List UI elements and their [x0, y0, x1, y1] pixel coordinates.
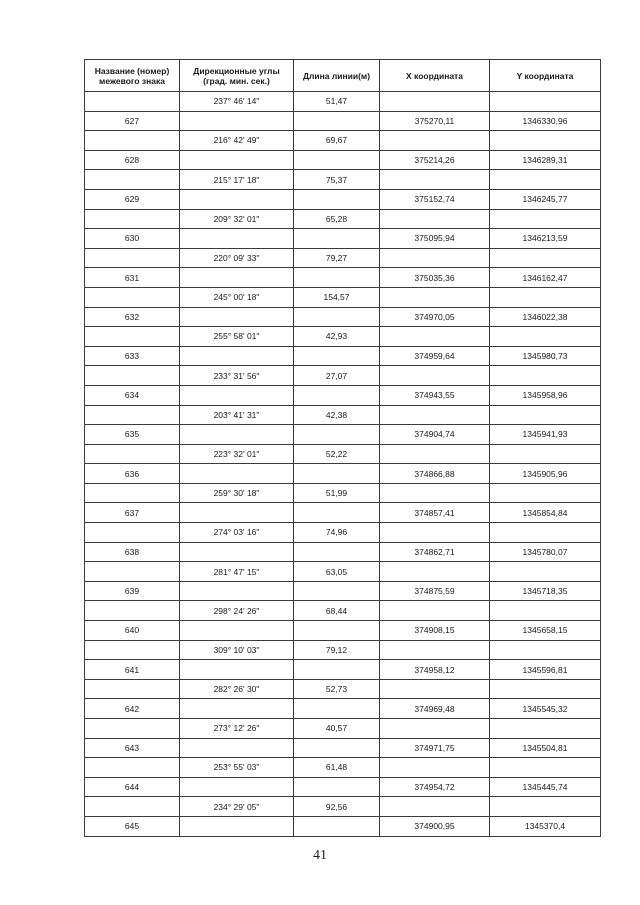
cell-y-coordinate: 1346330,96	[490, 111, 601, 131]
cell-marker-name: 636	[85, 464, 180, 484]
cell-x-coordinate: 374959,64	[380, 346, 490, 366]
cell-line-length	[294, 111, 380, 131]
header-direction-angle: Дирекционные углы (град. мин. сек.)	[180, 60, 294, 92]
cell-y-coordinate	[490, 523, 601, 543]
cell-y-coordinate: 1345854,84	[490, 503, 601, 523]
cell-direction-angle	[180, 150, 294, 170]
table-header-row	[85, 60, 601, 92]
cell-x-coordinate	[380, 209, 490, 229]
table-row	[85, 542, 601, 562]
cell-direction-angle	[180, 542, 294, 562]
cell-marker-name	[85, 601, 180, 621]
cell-x-coordinate: 374900,95	[380, 816, 490, 836]
table-row	[85, 150, 601, 170]
cell-x-coordinate	[380, 797, 490, 817]
cell-y-coordinate: 1346162,47	[490, 268, 601, 288]
cell-y-coordinate: 1345445,74	[490, 777, 601, 797]
cell-direction-angle	[180, 621, 294, 641]
boundary-coordinates-table	[84, 59, 601, 837]
cell-y-coordinate	[490, 366, 601, 386]
table-row	[85, 170, 601, 190]
cell-marker-name: 631	[85, 268, 180, 288]
cell-y-coordinate: 1346213,59	[490, 229, 601, 249]
cell-marker-name	[85, 209, 180, 229]
cell-marker-name	[85, 170, 180, 190]
cell-direction-angle: 259° 30' 18"	[180, 483, 294, 503]
cell-line-length: 154,57	[294, 287, 380, 307]
cell-marker-name: 640	[85, 621, 180, 641]
cell-direction-angle: 282° 26' 30"	[180, 679, 294, 699]
cell-x-coordinate	[380, 170, 490, 190]
table-row	[85, 248, 601, 268]
cell-marker-name: 644	[85, 777, 180, 797]
cell-direction-angle: 253° 55' 03"	[180, 758, 294, 778]
cell-direction-angle: 274° 03' 16"	[180, 523, 294, 543]
cell-x-coordinate	[380, 405, 490, 425]
cell-direction-angle: 309° 10' 03"	[180, 640, 294, 660]
table-row	[85, 346, 601, 366]
table-row	[85, 287, 601, 307]
cell-y-coordinate	[490, 758, 601, 778]
cell-y-coordinate	[490, 209, 601, 229]
cell-direction-angle: 233° 31' 56"	[180, 366, 294, 386]
cell-marker-name	[85, 562, 180, 582]
cell-line-length	[294, 542, 380, 562]
cell-x-coordinate	[380, 562, 490, 582]
table-row	[85, 503, 601, 523]
cell-direction-angle	[180, 464, 294, 484]
cell-y-coordinate	[490, 405, 601, 425]
cell-marker-name: 639	[85, 581, 180, 601]
cell-x-coordinate: 374908,15	[380, 621, 490, 641]
cell-marker-name	[85, 366, 180, 386]
cell-line-length: 92,56	[294, 797, 380, 817]
table-body	[85, 92, 601, 837]
cell-marker-name: 637	[85, 503, 180, 523]
page-number: 41	[313, 848, 327, 863]
cell-marker-name	[85, 719, 180, 739]
cell-y-coordinate	[490, 170, 601, 190]
table-row	[85, 758, 601, 778]
cell-x-coordinate: 375152,74	[380, 189, 490, 209]
cell-direction-angle: 245° 00' 18"	[180, 287, 294, 307]
cell-x-coordinate	[380, 523, 490, 543]
table-row	[85, 738, 601, 758]
cell-line-length	[294, 229, 380, 249]
cell-direction-angle: 223° 32' 01"	[180, 444, 294, 464]
table-row	[85, 640, 601, 660]
cell-marker-name: 642	[85, 699, 180, 719]
table-row	[85, 523, 601, 543]
table-row	[85, 719, 601, 739]
cell-line-length	[294, 189, 380, 209]
cell-line-length: 27,07	[294, 366, 380, 386]
cell-y-coordinate: 1345905,96	[490, 464, 601, 484]
cell-y-coordinate: 1345958,96	[490, 385, 601, 405]
cell-direction-angle: 273° 12' 26"	[180, 719, 294, 739]
cell-x-coordinate	[380, 248, 490, 268]
cell-direction-angle	[180, 699, 294, 719]
table-row	[85, 405, 601, 425]
cell-x-coordinate	[380, 131, 490, 151]
cell-marker-name: 643	[85, 738, 180, 758]
cell-line-length	[294, 307, 380, 327]
cell-y-coordinate: 1345941,93	[490, 425, 601, 445]
cell-direction-angle: 215° 17' 18"	[180, 170, 294, 190]
table-row	[85, 327, 601, 347]
table-row	[85, 131, 601, 151]
cell-y-coordinate	[490, 562, 601, 582]
table-row	[85, 425, 601, 445]
cell-direction-angle: 234° 29' 05"	[180, 797, 294, 817]
cell-direction-angle	[180, 346, 294, 366]
cell-x-coordinate	[380, 483, 490, 503]
cell-line-length: 65,28	[294, 209, 380, 229]
cell-line-length	[294, 777, 380, 797]
cell-marker-name	[85, 523, 180, 543]
cell-line-length: 61,48	[294, 758, 380, 778]
table-row	[85, 444, 601, 464]
table-row	[85, 797, 601, 817]
cell-x-coordinate: 374958,12	[380, 660, 490, 680]
cell-x-coordinate: 374969,48	[380, 699, 490, 719]
cell-direction-angle: 298° 24' 26"	[180, 601, 294, 621]
table-row	[85, 92, 601, 112]
cell-line-length: 42,38	[294, 405, 380, 425]
cell-y-coordinate	[490, 797, 601, 817]
cell-y-coordinate: 1345370,4	[490, 816, 601, 836]
cell-direction-angle	[180, 777, 294, 797]
cell-direction-angle	[180, 503, 294, 523]
cell-marker-name	[85, 444, 180, 464]
cell-line-length: 52,73	[294, 679, 380, 699]
cell-marker-name: 634	[85, 385, 180, 405]
cell-y-coordinate	[490, 640, 601, 660]
cell-line-length: 63,05	[294, 562, 380, 582]
table-row	[85, 307, 601, 327]
cell-direction-angle	[180, 189, 294, 209]
cell-marker-name	[85, 679, 180, 699]
cell-direction-angle	[180, 816, 294, 836]
cell-marker-name	[85, 248, 180, 268]
cell-marker-name	[85, 640, 180, 660]
cell-direction-angle: 220° 09' 33"	[180, 248, 294, 268]
cell-x-coordinate	[380, 366, 490, 386]
cell-direction-angle: 255° 58' 01"	[180, 327, 294, 347]
table-row	[85, 229, 601, 249]
cell-line-length: 51,99	[294, 483, 380, 503]
cell-y-coordinate: 1345780,07	[490, 542, 601, 562]
cell-direction-angle	[180, 738, 294, 758]
cell-x-coordinate	[380, 758, 490, 778]
cell-x-coordinate	[380, 601, 490, 621]
cell-line-length	[294, 268, 380, 288]
cell-y-coordinate	[490, 444, 601, 464]
cell-direction-angle: 237° 46' 14"	[180, 92, 294, 112]
cell-line-length: 75,37	[294, 170, 380, 190]
cell-direction-angle	[180, 660, 294, 680]
cell-line-length: 74,96	[294, 523, 380, 543]
cell-x-coordinate	[380, 327, 490, 347]
cell-marker-name	[85, 405, 180, 425]
cell-x-coordinate	[380, 444, 490, 464]
header-line-length: Длина линии(м)	[294, 60, 380, 92]
cell-marker-name	[85, 287, 180, 307]
cell-x-coordinate	[380, 640, 490, 660]
cell-y-coordinate	[490, 483, 601, 503]
table-row	[85, 621, 601, 641]
table-row	[85, 111, 601, 131]
cell-x-coordinate: 374943,55	[380, 385, 490, 405]
cell-line-length: 68,44	[294, 601, 380, 621]
cell-line-length: 52,22	[294, 444, 380, 464]
cell-y-coordinate: 1346289,31	[490, 150, 601, 170]
cell-marker-name: 633	[85, 346, 180, 366]
cell-x-coordinate: 374970,05	[380, 307, 490, 327]
cell-x-coordinate: 374866,88	[380, 464, 490, 484]
cell-y-coordinate: 1345980,73	[490, 346, 601, 366]
cell-y-coordinate: 1346022,38	[490, 307, 601, 327]
cell-marker-name	[85, 483, 180, 503]
table-row	[85, 366, 601, 386]
cell-marker-name: 638	[85, 542, 180, 562]
cell-y-coordinate	[490, 92, 601, 112]
cell-x-coordinate: 375270,11	[380, 111, 490, 131]
cell-direction-angle: 209° 32' 01"	[180, 209, 294, 229]
cell-line-length	[294, 346, 380, 366]
cell-y-coordinate	[490, 327, 601, 347]
cell-y-coordinate	[490, 248, 601, 268]
cell-y-coordinate	[490, 719, 601, 739]
cell-line-length	[294, 150, 380, 170]
table-row	[85, 816, 601, 836]
table-row	[85, 209, 601, 229]
table-row	[85, 699, 601, 719]
cell-marker-name: 632	[85, 307, 180, 327]
cell-marker-name: 630	[85, 229, 180, 249]
cell-y-coordinate	[490, 679, 601, 699]
cell-marker-name	[85, 92, 180, 112]
cell-marker-name	[85, 797, 180, 817]
cell-marker-name: 627	[85, 111, 180, 131]
cell-direction-angle	[180, 307, 294, 327]
cell-line-length	[294, 503, 380, 523]
cell-x-coordinate: 375214,26	[380, 150, 490, 170]
cell-x-coordinate	[380, 92, 490, 112]
cell-marker-name	[85, 327, 180, 347]
header-y-coordinate: Y координата	[490, 60, 601, 92]
cell-line-length: 40,57	[294, 719, 380, 739]
cell-x-coordinate: 374971,75	[380, 738, 490, 758]
cell-direction-angle: 216° 42' 49"	[180, 131, 294, 151]
table-row	[85, 679, 601, 699]
cell-marker-name: 641	[85, 660, 180, 680]
cell-x-coordinate: 374862,71	[380, 542, 490, 562]
cell-direction-angle	[180, 268, 294, 288]
cell-line-length	[294, 816, 380, 836]
cell-y-coordinate: 1345718,35	[490, 581, 601, 601]
cell-line-length: 51,47	[294, 92, 380, 112]
cell-x-coordinate: 375095,94	[380, 229, 490, 249]
cell-y-coordinate	[490, 131, 601, 151]
cell-line-length	[294, 581, 380, 601]
cell-x-coordinate	[380, 679, 490, 699]
cell-marker-name: 629	[85, 189, 180, 209]
cell-y-coordinate	[490, 601, 601, 621]
cell-marker-name: 645	[85, 816, 180, 836]
cell-line-length	[294, 738, 380, 758]
cell-line-length	[294, 621, 380, 641]
cell-marker-name	[85, 131, 180, 151]
table-row	[85, 660, 601, 680]
cell-line-length	[294, 385, 380, 405]
cell-x-coordinate	[380, 719, 490, 739]
cell-direction-angle: 281° 47' 15"	[180, 562, 294, 582]
cell-marker-name	[85, 758, 180, 778]
cell-direction-angle	[180, 385, 294, 405]
cell-line-length: 42,93	[294, 327, 380, 347]
table-row	[85, 581, 601, 601]
cell-direction-angle: 203° 41' 31"	[180, 405, 294, 425]
table-row	[85, 464, 601, 484]
cell-direction-angle	[180, 111, 294, 131]
cell-y-coordinate	[490, 287, 601, 307]
table-row	[85, 483, 601, 503]
cell-y-coordinate: 1345504,81	[490, 738, 601, 758]
table-row	[85, 562, 601, 582]
cell-marker-name: 635	[85, 425, 180, 445]
cell-marker-name: 628	[85, 150, 180, 170]
cell-x-coordinate: 374904,74	[380, 425, 490, 445]
cell-x-coordinate: 375035,36	[380, 268, 490, 288]
cell-line-length: 79,27	[294, 248, 380, 268]
cell-direction-angle	[180, 581, 294, 601]
cell-direction-angle	[180, 425, 294, 445]
cell-x-coordinate: 374875,59	[380, 581, 490, 601]
cell-line-length: 69,67	[294, 131, 380, 151]
table-row	[85, 189, 601, 209]
table-row	[85, 777, 601, 797]
table-row	[85, 385, 601, 405]
cell-line-length: 79,12	[294, 640, 380, 660]
cell-x-coordinate: 374954,72	[380, 777, 490, 797]
cell-line-length	[294, 699, 380, 719]
cell-x-coordinate: 374857,41	[380, 503, 490, 523]
table-row	[85, 601, 601, 621]
cell-line-length	[294, 425, 380, 445]
cell-line-length	[294, 660, 380, 680]
cell-y-coordinate: 1345596,81	[490, 660, 601, 680]
table-row	[85, 268, 601, 288]
cell-line-length	[294, 464, 380, 484]
header-x-coordinate: X координата	[380, 60, 490, 92]
cell-y-coordinate: 1346245,77	[490, 189, 601, 209]
cell-direction-angle	[180, 229, 294, 249]
cell-y-coordinate: 1345658,15	[490, 621, 601, 641]
cell-y-coordinate: 1345545,32	[490, 699, 601, 719]
header-marker-name: Название (номер) межевого знака	[85, 60, 180, 92]
cell-x-coordinate	[380, 287, 490, 307]
